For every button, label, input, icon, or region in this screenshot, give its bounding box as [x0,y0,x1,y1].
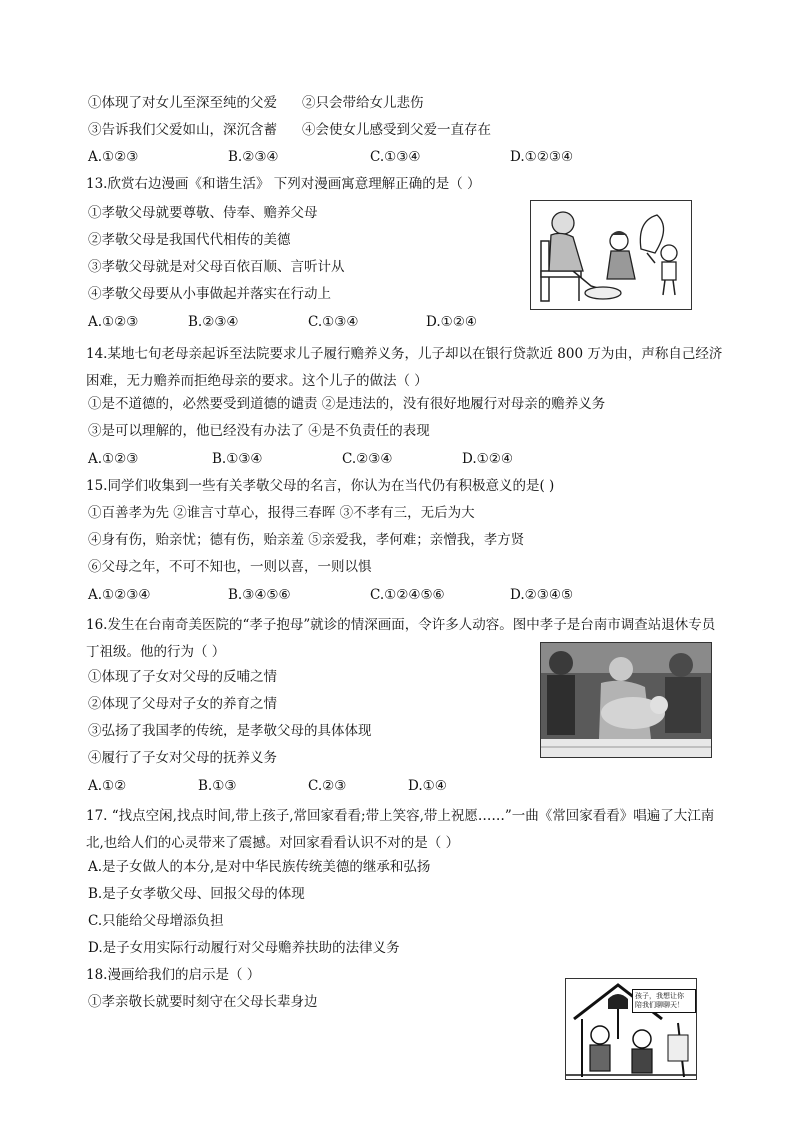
q14-choice-b[interactable]: B.①③④ [212,451,263,467]
q15-stem: 15.同学们收集到一些有关孝敬父母的名言，你认为在当代仍有积极意义的是( ) [86,478,555,494]
q12-choice-c[interactable]: C.①③④ [370,149,421,165]
q14-choice-c[interactable]: C.②③④ [342,451,393,467]
q15-choice-a[interactable]: A.①②③④ [88,587,151,603]
q18-cartoon-image [565,978,697,1080]
q14-choice-d[interactable]: D.①②④ [462,451,513,467]
q15-option-row-3: ⑥父母之年，不可不知也，一则以喜，一则以惧 [88,559,372,575]
q13-choice-d[interactable]: D.①②④ [426,314,477,330]
q13-choice-a[interactable]: A.①②③ [88,314,139,330]
q16-option-4: ④履行了子女对父母的抚养义务 [88,750,277,766]
q16-choice-b[interactable]: B.①③ [198,778,237,794]
q17-choice-c[interactable]: C.只能给父母增添负担 [88,913,224,929]
q16-stem: 16.发生在台南奇美医院的“孝子抱母”就诊的情深画面，令许多人动容。图中孝子是台南市调查站退休专员丁祖级。他的行为（ ） [86,617,716,660]
q18-option-1: ①孝亲敬长就要时刻守在父母长辈身边 [88,994,318,1010]
q16-option-2: ②体现了父母对子女的养育之情 [88,696,277,712]
q17-choice-a[interactable]: A.是子女做人的本分,是对中华民族传统美德的继承和弘扬 [88,859,431,875]
q13-option-1: ①孝敬父母就要尊敬、侍奉、赡养父母 [88,205,318,221]
q16-photo [540,642,712,758]
q13-stem: 13.欣赏右边漫画《和谐生活》 下列对漫画寓意理解正确的是（ ） [86,176,481,192]
q16-choice-c[interactable]: C.②③ [308,778,347,794]
q12-choice-b[interactable]: B.②③④ [228,149,279,165]
q13-choice-c[interactable]: C.①③④ [308,314,359,330]
q12-option-4: ④会使女儿感受到父爱一直存在 [302,122,491,138]
q13-choice-b[interactable]: B.②③④ [188,314,239,330]
q17-stem: 17. “找点空闲,找点时间,带上孩子,常回家看看;带上笑容,带上祝愿……”一曲《常回家看看》唱遍了大江南北,也给人们的心灵带来了震撼。对回家看看认识不对的是（ ） [86,808,715,851]
q13-cartoon-image [530,200,692,310]
q16-option-1: ①体现了子女对父母的反哺之情 [88,669,277,685]
q13-option-2: ②孝敬父母是我国代代相传的美德 [88,232,291,248]
q14-option-row-2: ③是可以理解的，他已经没有办法了 ④是不负责任的表现 [88,423,430,439]
q12-option-3: ③告诉我们父爱如山，深沉含蓄 [88,122,277,138]
q12-option-1: ①体现了对女儿至深至纯的父爱 [88,95,277,111]
q17-choice-d[interactable]: D.是子女用实际行动履行对父母赡养扶助的法律义务 [88,940,400,956]
q12-choice-d[interactable]: D.①②③④ [510,149,574,165]
q15-option-row-1: ①百善孝为先 ②谁言寸草心，报得三春晖 ③不孝有三，无后为大 [88,505,475,521]
q18-cartoon-bubble: 孩子，我想让你 陪我们聊聊天！ [632,989,696,1013]
q15-choice-d[interactable]: D.②③④⑤ [510,587,574,603]
q17-choice-b[interactable]: B.是子女孝敬父母、回报父母的体现 [88,886,305,902]
q16-choice-d[interactable]: D.①④ [408,778,447,794]
q18-stem: 18.漫画给我们的启示是（ ） [86,967,261,983]
q15-choice-b[interactable]: B.③④⑤⑥ [228,587,291,603]
q14-option-row-1: ①是不道德的，必然要受到道德的谴责 ②是违法的，没有很好地履行对母亲的赡养义务 [88,396,606,412]
q12-option-2: ②只会带给女儿悲伤 [302,95,424,111]
q12-choice-a[interactable]: A.①②③ [88,149,139,165]
q14-choice-a[interactable]: A.①②③ [88,451,139,467]
q13-option-4: ④孝敬父母要从小事做起并落实在行动上 [88,286,331,302]
q15-choice-c[interactable]: C.①②④⑤⑥ [370,587,445,603]
q16-option-3: ③弘扬了我国孝的传统，是孝敬父母的具体体现 [88,723,372,739]
q16-choice-a[interactable]: A.①② [88,778,127,794]
q14-stem: 14.某地七旬老母亲起诉至法院要求儿子履行赡养义务，儿子却以在银行贷款近 800 万为由，声称自己经济困难，无力赡养而拒绝母亲的要求。这个儿子的做法（ ） [86,346,723,389]
q15-option-row-2: ④身有伤，贻亲忧；德有伤，贻亲羞 ⑤亲爱我，孝何难；亲憎我，孝方贤 [88,532,525,548]
q13-option-3: ③孝敬父母就是对父母百依百顺、言听计从 [88,259,345,275]
